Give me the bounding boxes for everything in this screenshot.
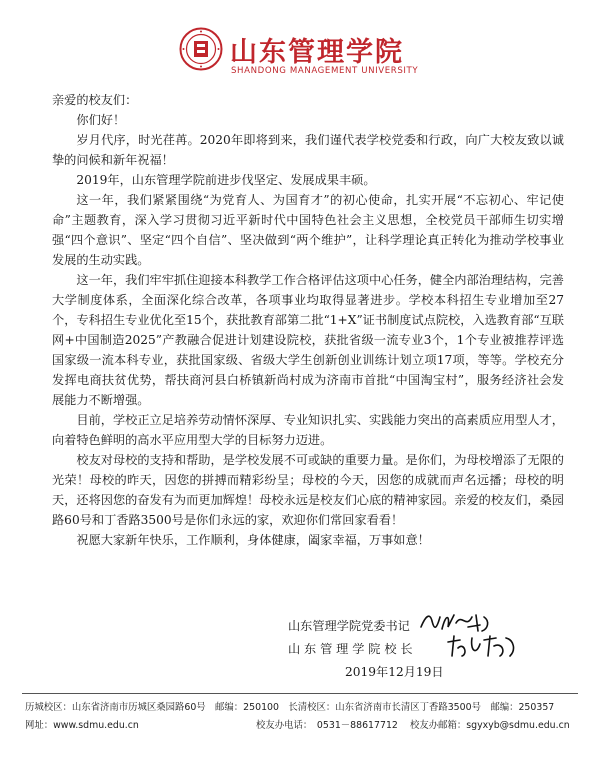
salutation: 亲爱的校友们： <box>52 93 138 107</box>
footer-email: 校友办邮箱：sgyxyb@sdmu.edu.cn <box>410 720 570 731</box>
university-name-en: SHANDONG MANAGEMENT UNIVERSITY <box>231 66 419 76</box>
footer-phone: 校友办电话： 0531－88617712 <box>256 720 398 731</box>
letter-date: 2019年12月19日 <box>345 665 444 679</box>
paragraph: 岁月代序，时光荏苒。2020年即将到来，我们谨代表学校党委和行政，向广大校友致以诚挚的问候和新年祝福！ <box>52 133 564 167</box>
letterhead <box>0 0 600 90</box>
signer-title-president: 山 东 管 理 学 院 校 长 <box>288 642 413 656</box>
paragraph: 校友对母校的支持和帮助，是学校发展不可或缺的重要力量。是你们，为母校增添了无限的光荣！母校的昨天，因您的拼搏而精彩纷呈；母校的今天，因您的成就而声名远播；母校的明天，还将因您的奋发有为而更加辉煌！母校永远是校友们心底的精神家园。亲爱的校友们，桑园路60号和丁香路3500号是你们永远的家，欢迎你们常回家看看！ <box>52 453 564 527</box>
paragraph: 祝愿大家新年快乐，工作顺利，身体健康，阖家幸福，万事如意！ <box>76 533 430 547</box>
footer-website: 网址：www.sdmu.edu.cn <box>25 720 139 731</box>
signer-title-party-secretary: 山东管理学院党委书记 <box>288 619 410 633</box>
footer-addresses: 历城校区：山东省济南市历城区桑园路60号 邮编：250100 长清校区：山东省济南市长清区丁香路3500号 邮编：250357 <box>25 702 555 713</box>
university-seal-icon <box>179 27 223 71</box>
paragraph: 2019年，山东管理学院前进步伐坚定、发展成果丰硕。 <box>76 173 376 187</box>
letter-body <box>52 90 564 550</box>
university-name-cn: 山东管理学院 <box>230 37 404 68</box>
paragraph: 这一年，我们牢牢抓住迎接本科教学工作合格评估这项中心任务，健全内部治理结构，完善大学制度体系，全面深化综合改革，各项事业均取得显著进步。学校本科招生专业增加至27个，专科招生专业优化至15个，获批教育部第二批“1+X”证书制度试点院校，入选教育部“互联网+中国制造2025”产教融合促进计划建设院校，获批省级一流专业3个，1个专业被推荐评选国家级一流本科专业，获批国家级、省级大学生创新创业训练计划立项17项，等等。学校充分发挥电商扶贫优势，帮扶商河县白桥镇新尚村成为济南市首批“中国淘宝村”，服务经济社会发展能力不断增强。 <box>52 273 564 407</box>
paragraph: 目前，学校正立足培养劳动情怀深厚、专业知识扎实、实践能力突出的高素质应用型人才，向着特色鲜明的高水平应用型大学的目标努力迈进。 <box>52 413 564 447</box>
handwritten-signature-president <box>444 632 520 660</box>
paragraph: 这一年，我们紧紧围绕“为党育人、为国育才”的初心使命，扎实开展“不忘初心、牢记使命”主题教育，深入学习贯彻习近平新时代中国特色社会主义思想，全校党员干部师生切实增强“四个意识”、坚定“四个自信”、坚决做到“两个维护”，让科学理论真正转化为推动学校事业发展的生动实践。 <box>52 193 564 267</box>
footer-divider <box>22 693 578 694</box>
paragraph: 你们好！ <box>76 113 126 127</box>
